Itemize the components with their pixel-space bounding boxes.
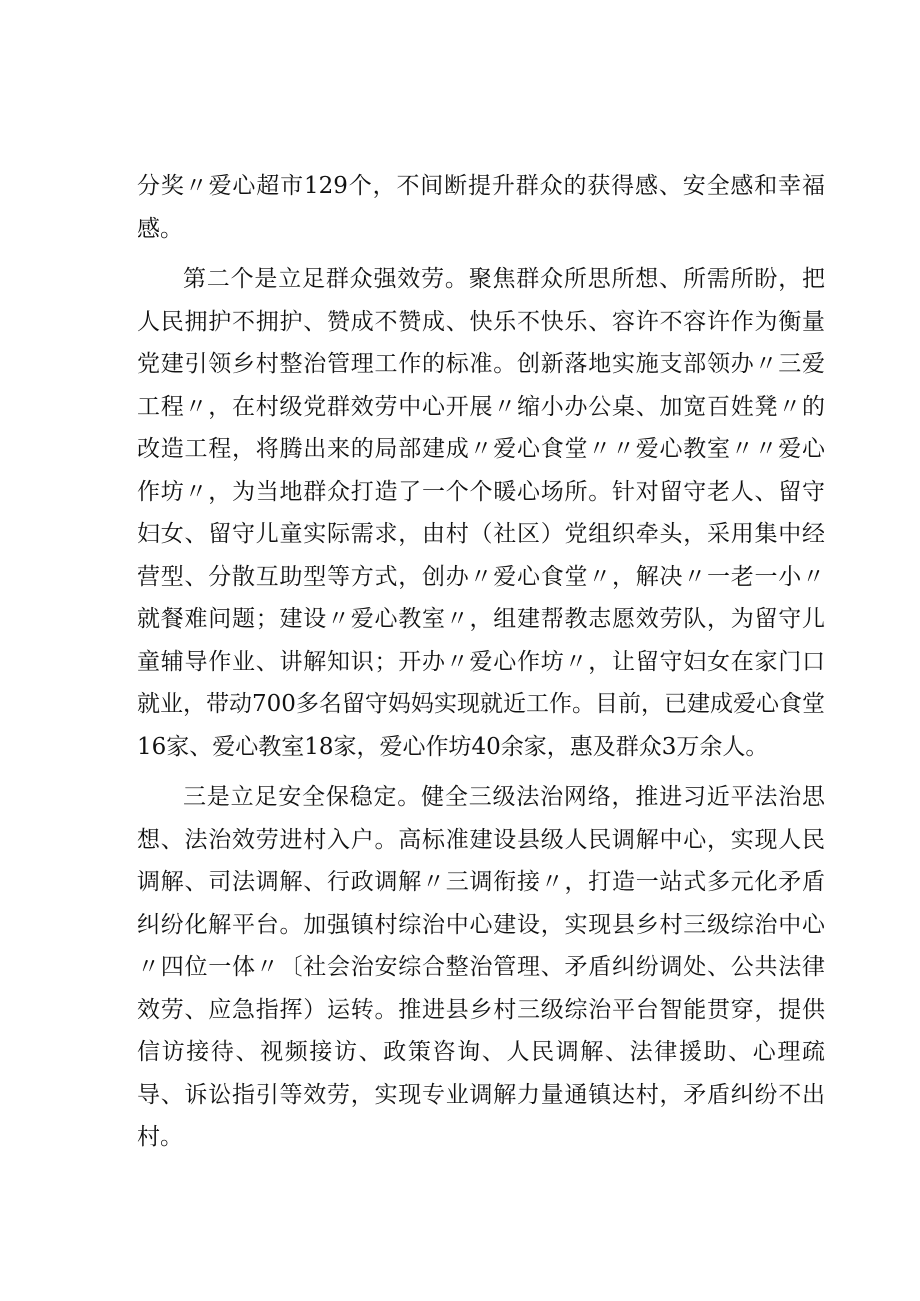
paragraph-continued: 分奖〃爱心超市129个，不间断提升群众的获得感、安全感和幸福感。 — [137, 173, 825, 242]
document-body — [137, 165, 825, 1159]
paragraph-safety-stability: 三是立足安全保稳定。健全三级法治网络，推进习近平法治思想、法治效劳进村入户。高标准建设县级人民调解中心，实现人民调解、司法调解、行政调解〃三调衔接〃，打造一站式多元化矛盾纠纷化解平台。加强镇村综治中心建设，实现县乡村三级综治中心〃四位一体〃〔社会治安综合整治管理、矛盾纠纷调处、公共法律效劳、应急指挥）运转。推进县乡村三级综治平台智能贯穿，提供信访接待、视频接访、政策咨询、人民调解、法律援助、心理疏导、诉讼指引等效劳，实现专业调解力量通镇达村，矛盾纠纷不出村。 — [137, 784, 825, 1150]
paragraph-serve-masses: 第二个是立足群众强效劳。聚焦群众所思所想、所需所盼，把人民拥护不拥护、赞成不赞成、快乐不快乐、容许不容许作为衡量党建引领乡村整治管理工作的标准。创新落地实施支部领办〃三爱工程〃，在村级党群效劳中心开展〃缩小办公桌、加宽百姓凳〃的改造工程，将腾出来的局部建成〃爱心食堂〃〃爱心教室〃〃爱心作坊〃，为当地群众打造了一个个暖心场所。针对留守老人、留守妇女、留守儿童实际需求，由村（社区）党组织牵头，采用集中经营型、分散互助型等方式，创办〃爱心食堂〃，解决〃一老一小〃就餐难问题；建设〃爱心教室〃，组建帮教志愿效劳队，为留守儿童辅导作业、讲解知识；开办〃爱心作坊〃，让留守妇女在家门口就业，带动700多名留守妈妈实现就近工作。目前，已建成爱心食堂16家、爱心教室18家，爱心作坊40余家，惠及群众3万余人。 — [137, 266, 825, 760]
